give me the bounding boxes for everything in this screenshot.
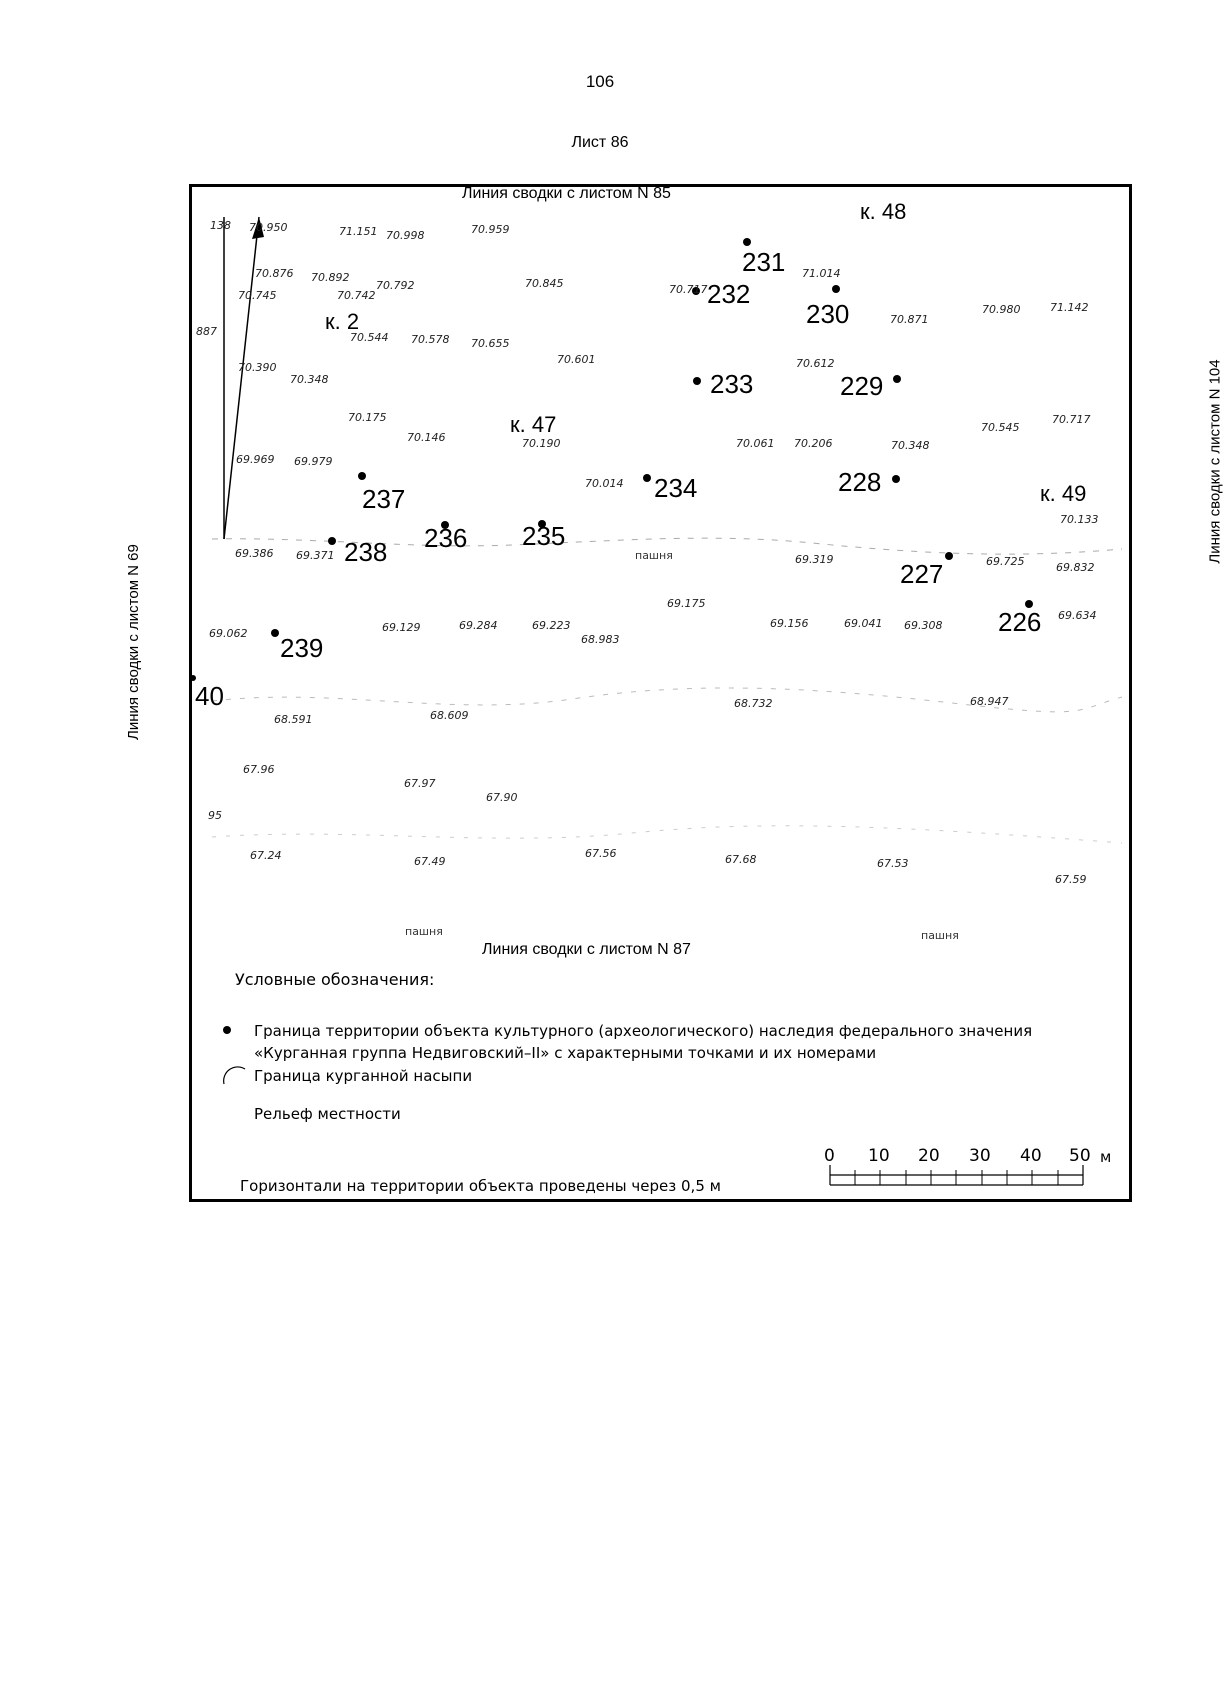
sheet-title: Лист 86 — [571, 134, 629, 151]
elevation-mark: 70.348 — [290, 373, 329, 386]
point-dot-229 — [893, 375, 901, 383]
elevation-mark: 69.979 — [294, 455, 333, 468]
elevation-mark: 70.876 — [255, 267, 294, 280]
elevation-mark: 69.634 — [1058, 609, 1097, 622]
point-label: 40 — [195, 681, 224, 711]
elevation-mark: 69.725 — [986, 555, 1025, 568]
elevation-mark: 69.156 — [770, 617, 809, 630]
elevation-mark: 70.133 — [1060, 513, 1099, 526]
elevation-mark: 70.950 — [249, 221, 288, 234]
elevation-mark: 70.146 — [407, 431, 446, 444]
elevation-mark: 70.578 — [411, 333, 450, 346]
point-label: 236 — [424, 523, 468, 553]
point-label: 239 — [280, 633, 324, 663]
elevation-mark: 138 — [210, 219, 231, 232]
elevation-mark: 67.90 — [486, 791, 518, 804]
point-dot-231 — [743, 238, 751, 246]
elevation-mark: 70.612 — [796, 357, 835, 370]
field-label: пашня — [921, 929, 959, 942]
edge-label-bottom: Линия сводки с листом N 87 — [482, 941, 691, 958]
elevation-mark: 69.284 — [459, 619, 498, 632]
point-label: 233 — [710, 369, 754, 399]
elevation-mark: 70.544 — [350, 331, 389, 344]
scale-unit: м — [1100, 1148, 1112, 1166]
page-number: 106 — [585, 72, 615, 91]
kurgan-label: к. 49 — [1040, 481, 1087, 506]
scale-tick-label: 30 — [969, 1146, 991, 1166]
edge-label-left: Линия сводки с листом N 69 — [125, 544, 142, 740]
elevation-mark: 70.717 — [669, 283, 708, 296]
point-label: 230 — [806, 299, 850, 329]
elevation-mark: 70.655 — [471, 337, 510, 350]
elevation-mark: 69.319 — [795, 553, 834, 566]
north-arrow-line — [224, 217, 259, 539]
elevation-mark: 70.742 — [337, 289, 376, 302]
legend-title: Условные обозначения: — [235, 970, 435, 989]
point-label: 229 — [840, 371, 884, 401]
elevation-mark: 67.49 — [414, 855, 446, 868]
point-label: 238 — [344, 537, 388, 567]
elevation-mark: 887 — [196, 325, 217, 338]
elevation-mark: 70.206 — [794, 437, 833, 450]
elevation-mark: 70.845 — [525, 277, 564, 290]
elevation-mark: 68.983 — [581, 633, 620, 646]
legend-point-symbol — [223, 1026, 231, 1034]
kurgan-label: к. 48 — [860, 199, 907, 224]
point-dot-230 — [832, 285, 840, 293]
elevation-mark: 69.308 — [904, 619, 943, 632]
elevation-mark: 70.014 — [585, 477, 624, 490]
elevation-mark: 70.980 — [982, 303, 1021, 316]
elevation-mark: 69.223 — [532, 619, 571, 632]
elevation-mark: 69.041 — [844, 617, 883, 630]
point-label: 226 — [998, 607, 1042, 637]
elevation-mark: 70.998 — [386, 229, 425, 242]
elevation-mark: 69.386 — [235, 547, 274, 560]
elevation-mark: 70.959 — [471, 223, 510, 236]
elevation-mark: 70.545 — [981, 421, 1020, 434]
elevation-mark: 95 — [208, 809, 222, 822]
edge-label-top: Линия сводки с листом N 85 — [462, 185, 671, 202]
kurgan-label: к. 47 — [510, 412, 557, 437]
elevation-mark: 70.871 — [890, 313, 929, 326]
elevation-mark: 69.371 — [296, 549, 335, 562]
scale-tick-label: 40 — [1020, 1146, 1042, 1166]
elevation-mark: 70.175 — [348, 411, 387, 424]
point-dot-238 — [328, 537, 336, 545]
scale-tick-label: 50 — [1069, 1146, 1091, 1166]
point-label: 237 — [362, 484, 406, 514]
field-label: пашня — [635, 549, 673, 562]
legend-mound-symbol — [224, 1067, 245, 1084]
elevation-mark: 69.129 — [382, 621, 421, 634]
point-dot-233 — [693, 377, 701, 385]
scale-bar — [830, 1165, 1083, 1185]
point-label: 234 — [654, 473, 698, 503]
elevation-mark: 67.59 — [1055, 873, 1087, 886]
elevation-mark: 70.601 — [557, 353, 596, 366]
legend-boundary-text: Граница территории объекта культурного (археологического) наследия федерального значения — [254, 1022, 1033, 1040]
contour-line — [212, 826, 1122, 843]
elevation-mark: 70.390 — [238, 361, 277, 374]
elevation-mark: 68.947 — [970, 695, 1009, 708]
elevation-mark: 67.96 — [243, 763, 275, 776]
elevation-mark: 68.609 — [430, 709, 469, 722]
elevation-mark: 68.732 — [734, 697, 773, 710]
legend-mound-text: Граница курганной насыпи — [254, 1067, 473, 1085]
elevation-mark: 70.792 — [376, 279, 415, 292]
legend-relief-text: Рельеф местности — [254, 1105, 401, 1123]
elevation-mark: 67.68 — [725, 853, 757, 866]
elevation-mark: 67.97 — [404, 777, 436, 790]
point-dot-239 — [271, 629, 279, 637]
field-label: пашня — [405, 925, 443, 938]
elevation-mark: 70.745 — [238, 289, 277, 302]
point-label: 232 — [707, 279, 751, 309]
scale-tick-label: 0 — [824, 1146, 835, 1166]
elevation-mark: 70.717 — [1052, 413, 1091, 426]
legend-boundary-text-2: «Курганная группа Недвиговский–II» с характерными точками и их номерами — [254, 1044, 877, 1062]
edge-label-right: Линия сводки с листом N 104 — [1206, 359, 1224, 564]
contour-interval-note: Горизонтали на территории объекта проведены через 0,5 м — [240, 1177, 721, 1195]
elevation-mark: 70.348 — [891, 439, 930, 452]
scale-tick-label: 20 — [918, 1146, 940, 1166]
elevation-mark: 67.56 — [585, 847, 617, 860]
point-dot-234 — [643, 474, 651, 482]
point-dot-227 — [945, 552, 953, 560]
scale-tick-label: 10 — [868, 1146, 890, 1166]
elevation-mark: 69.969 — [236, 453, 275, 466]
elevation-mark: 69.062 — [209, 627, 248, 640]
elevation-mark: 70.061 — [736, 437, 775, 450]
elevation-mark: 67.53 — [877, 857, 909, 870]
point-label: 227 — [900, 559, 944, 589]
point-dot-237 — [358, 472, 366, 480]
elevation-mark: 71.014 — [802, 267, 841, 280]
point-label: 228 — [838, 467, 882, 497]
point-label: 231 — [742, 247, 786, 277]
point-label: 235 — [522, 521, 566, 551]
kurgan-label: к. 2 — [325, 309, 360, 334]
elevation-mark: 69.832 — [1056, 561, 1095, 574]
elevation-mark: 68.591 — [274, 713, 313, 726]
elevation-mark: 71.151 — [339, 225, 378, 238]
map-frame — [125, 184, 1224, 1202]
elevation-mark: 69.175 — [667, 597, 706, 610]
elevation-mark: 71.142 — [1050, 301, 1089, 314]
elevation-mark: 70.892 — [311, 271, 350, 284]
point-dot-228 — [892, 475, 900, 483]
elevation-mark: 67.24 — [250, 849, 282, 862]
elevation-mark: 70.190 — [522, 437, 561, 450]
